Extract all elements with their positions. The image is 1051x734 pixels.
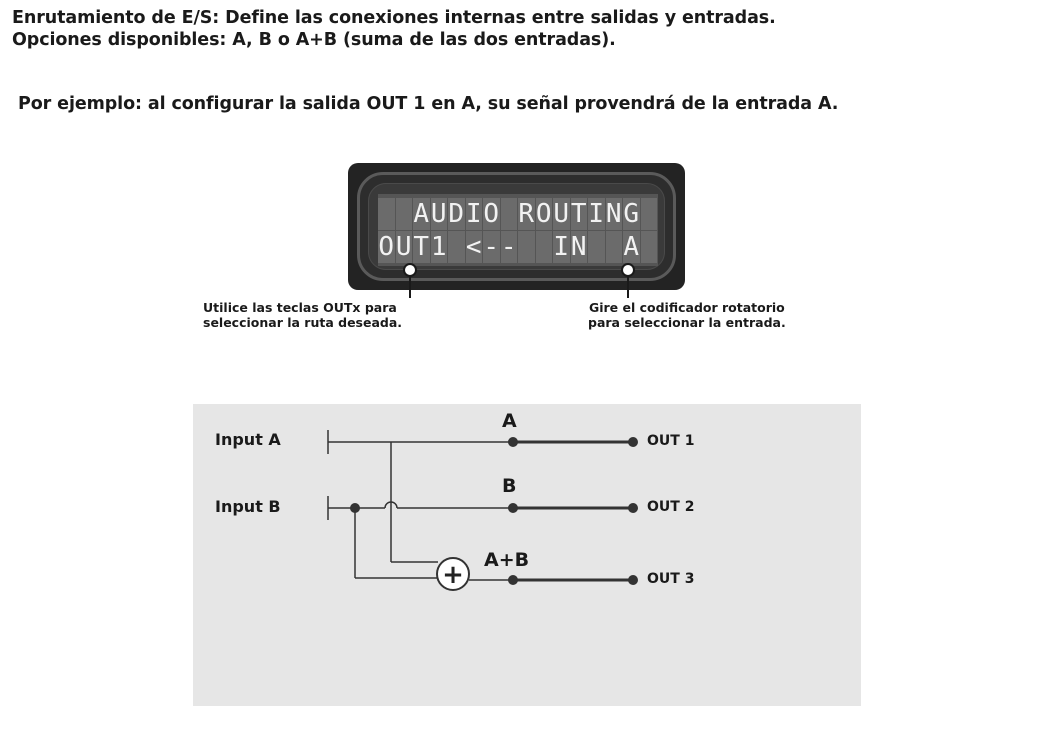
callout-right-line-2: para seleccionar la entrada. (588, 315, 786, 330)
out2-label: OUT 2 (647, 499, 695, 515)
lcd-char-cell (501, 198, 518, 230)
lcd-char-cell: O (483, 199, 500, 229)
node-a (508, 437, 518, 447)
callout-left-line-1: Utilice las teclas OUTx para (203, 300, 397, 315)
node-b (508, 503, 518, 513)
lcd-char-cell (518, 231, 535, 263)
out3-label: OUT 3 (647, 571, 695, 587)
lcd-char-cell (641, 231, 658, 263)
lcd-char-cell: I (553, 232, 570, 262)
routing-diagram (193, 404, 861, 706)
lcd-char-cell: O (378, 232, 395, 262)
lcd-char-cell (448, 231, 465, 263)
lcd-char-cell: < (465, 232, 482, 262)
out3-node (628, 575, 638, 585)
lcd-char-cell: I (465, 199, 482, 229)
lcd-char-cell: D (448, 199, 465, 229)
route-b-label: B (502, 475, 517, 497)
lcd-char-cell: I (588, 199, 605, 229)
lcd-char-cell: A (623, 232, 640, 262)
lcd-char-cell: O (535, 199, 552, 229)
lcd-char-cell: - (500, 232, 517, 262)
callout-left-line-2: seleccionar la ruta deseada. (203, 315, 403, 330)
lcd-char-cell (536, 231, 553, 263)
description-line-2: Opciones disponibles: A, B o A+B (suma de las dos entradas). (12, 30, 616, 50)
lcd-char-cell (378, 198, 395, 230)
description-line-1: Enrutamiento de E/S: Define las conexiones internas entre salidas y entradas. (12, 8, 776, 28)
lcd-char-cell: U (553, 199, 570, 229)
lcd-char-cell: T (413, 232, 430, 262)
example-text: Por ejemplo: al configurar la salida OUT 1 en A, su señal provendrá de la entrada A. (18, 94, 839, 114)
lcd-row-1 (378, 198, 658, 230)
lcd-char-cell (588, 231, 605, 263)
lcd-char-cell: - (483, 232, 500, 262)
route-a-label: A (502, 410, 517, 432)
lcd-char-cell: N (605, 199, 622, 229)
lcd-char-cell: N (570, 232, 587, 262)
out1-label: OUT 1 (647, 433, 695, 449)
lcd-char-cell: U (395, 232, 412, 262)
route-ab-label: A+B (484, 549, 530, 571)
lcd-char-cell: R (518, 199, 535, 229)
callout-right-line-1: Gire el codificador rotatorio (588, 300, 785, 315)
sum-symbol: + (442, 560, 464, 590)
node-ab (508, 575, 518, 585)
lcd-char-cell: 1 (430, 232, 447, 262)
lcd-char-cell: G (623, 199, 640, 229)
lcd-char-cell (606, 231, 623, 263)
out1-node (628, 437, 638, 447)
lcd-char-cell (396, 198, 413, 230)
callout-rotary-encoder (588, 300, 786, 330)
lcd-screen (378, 194, 658, 266)
lcd-char-cell: U (430, 199, 447, 229)
lcd-char-cell: A (413, 199, 430, 229)
lcd-row-2 (378, 231, 658, 263)
input-b-label: Input B (215, 497, 281, 516)
input-a-label: Input A (215, 430, 281, 449)
callout-outx-keys (203, 300, 402, 330)
lcd-char-cell (641, 198, 658, 230)
lcd-char-cell: T (570, 199, 587, 229)
out2-node (628, 503, 638, 513)
